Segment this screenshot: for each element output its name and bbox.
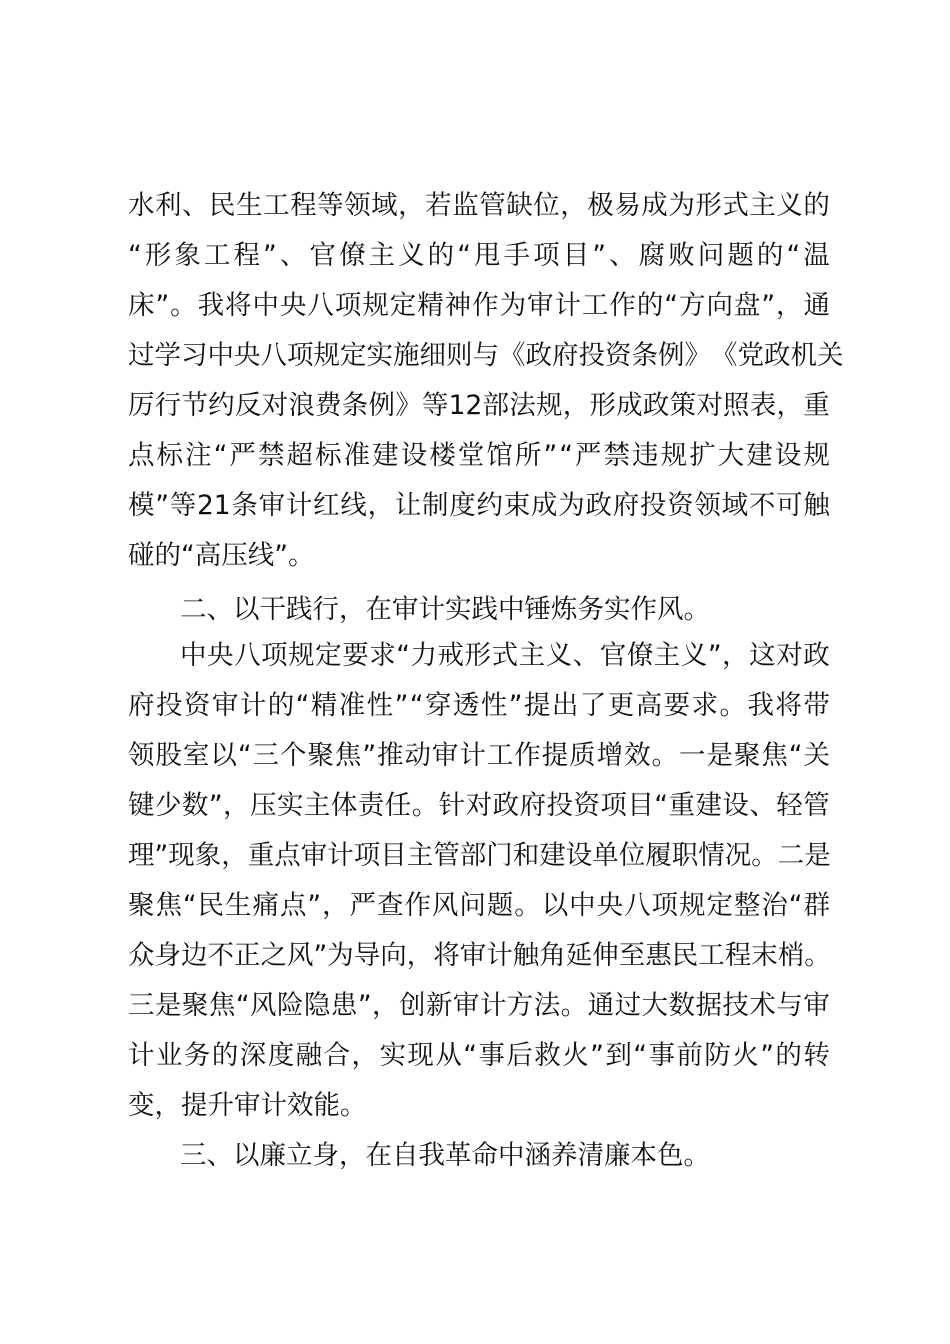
text-line: 键 少 数 ” ， 压 实 主 体 责 任 。 针 对 政 府 投 资 项 目 “ 重 建 设 、 轻 管 (128, 790, 830, 821)
text-line: 府 投 资 审 计 的 “ 精 准 性 ” “ 穿 透 性 ” 提 出 了 更 高 要 求 。 我 将 带 (128, 690, 830, 721)
text-line-last: 变，提升审计效能。 (128, 1090, 367, 1121)
text-line: 三 是 聚 焦 “ 风 险 隐 患 ” ， 创 新 审 计 方 法 。 通 过 大 数 据 技 术 与 审 (128, 990, 830, 1021)
text-line: “ 形 象 工 程 ” 、 官 僚 主 义 的 “ 甩 手 项 目 ” 、 腐 败 问 题 的 “ 温 (128, 240, 830, 271)
text-line-last: 碰的“高压线”。 (128, 540, 315, 571)
text-line: 聚 焦 “ 民 生 痛 点 ” ， 严 查 作 风 问 题 。 以 中 央 八 项 规 定 整 治 “ 群 (128, 890, 830, 921)
text-line: 模 ” 等 21 条 审 计 红 线 ， 让 制 度 约 束 成 为 政 府 投 资 领 域 不 可 触 (128, 490, 830, 521)
text-line: 水 利 、 民 生 工 程 等 领 域 ， 若 监 管 缺 位 ， 极 易 成 为 形 式 主 义 的 (128, 190, 830, 221)
section-heading-two: 二、以干践行，在审计实践中锤炼务实作风。 (180, 594, 710, 625)
text-line: 领 股 室 以 “ 三 个 聚 焦 ” 推 动 审 计 工 作 提 质 增 效 。 一 是 聚 焦 “ 关 (128, 740, 830, 771)
text-line: 床 ” 。 我 将 中 央 八 项 规 定 精 神 作 为 审 计 工 作 的 “ 方 向 盘 ” ， 通 (128, 290, 830, 321)
text-line: 过 学 习 中 央 八 项 规 定 实 施 细 则 与 《 政 府 投 资 条 例 》 《 党 政 机 关 (128, 340, 844, 371)
text-line: 点 标 注 “ 严 禁 超 标 准 建 设 楼 堂 馆 所 ” “ 严 禁 违 规 扩 大 建 设 规 (128, 440, 830, 471)
paragraph-first-line: 中 央 八 项 规 定 要 求 “ 力 戒 形 式 主 义 、 官 僚 主 义 ” ， 这 对 政 (180, 640, 830, 671)
text-line: 众 身 边 不 正 之 风 ” 为 导 向 ， 将 审 计 触 角 延 伸 至 惠 民 工 程 末 梢 。 (128, 940, 831, 971)
section-heading-three: 三、以廉立身，在自我革命中涵养清廉本色。 (180, 1140, 710, 1171)
text-line: 理 ” 现 象 ， 重 点 审 计 项 目 主 管 部 门 和 建 设 单 位 履 职 情 况 。 二 是 (128, 840, 831, 871)
text-line: 计 业 务 的 深 度 融 合 ， 实 现 从 “ 事 后 救 火 ” 到 “ 事 前 防 火 ” 的 转 (128, 1040, 830, 1071)
text-line: 厉 行 节 约 反 对 浪 费 条 例 》 等 12 部 法 规 ， 形 成 政 策 对 照 表 ， 重 (128, 390, 830, 421)
